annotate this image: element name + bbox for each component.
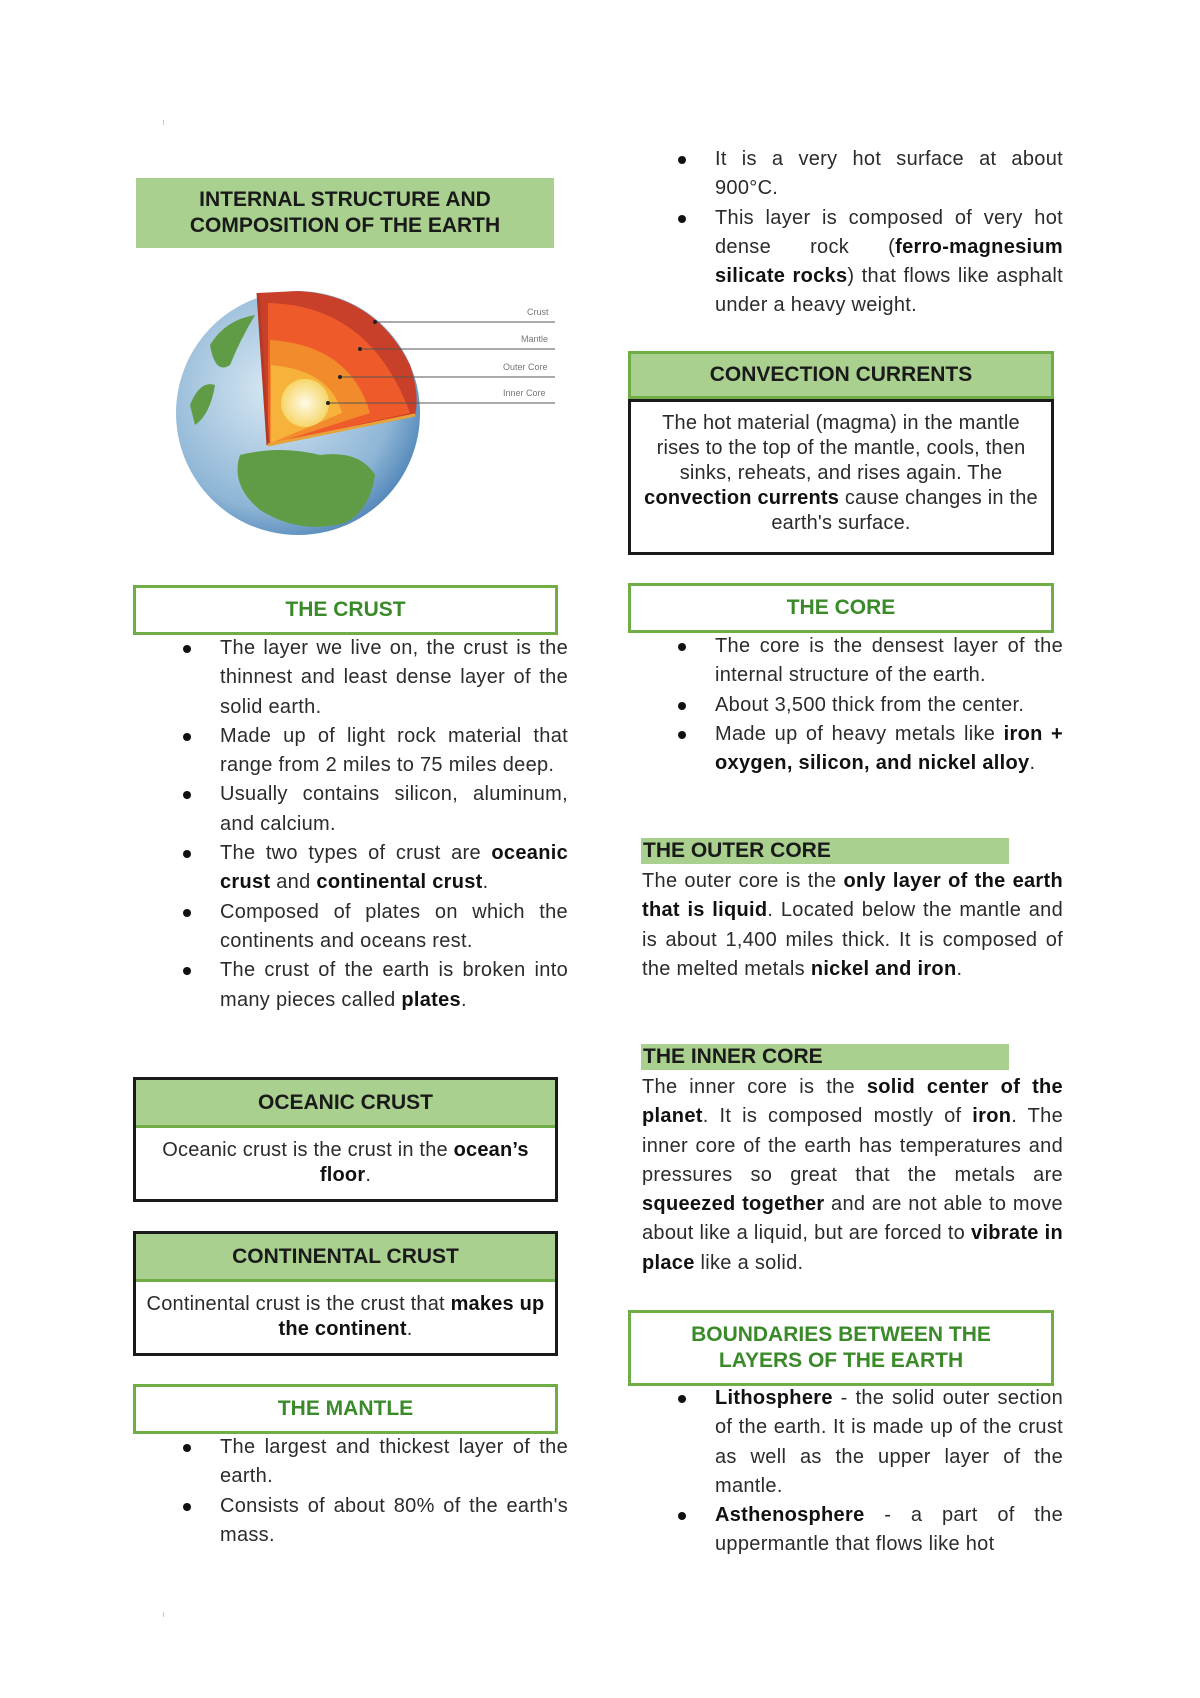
crust-heading: THE CRUST [133,585,558,635]
list-item: This layer is composed of very hot dense rock (ferro-magnesium silicate rocks) that flows like asphalt under a heavy weight. [675,204,1063,321]
boundaries-section [675,1384,1063,1560]
diagram-label-outer-core: Outer Core [503,362,548,372]
core-section [675,632,1063,778]
list-item: The two types of crust are oceanic crust and continental crust. [180,839,568,898]
list-item: The layer we live on, the crust is the thinnest and least dense layer of the solid earth. [180,634,568,722]
diagram-label-crust: Crust [527,307,549,317]
list-item: It is a very hot surface at about 900°C. [675,145,1063,204]
inner-core-text: The inner core is the solid center of the planet. It is composed mostly of iron. The inner core of the earth has temperatures and pressures so great that the metals are squeezed together and are not able to move about like a liquid, but are forced to vibrate in place like a solid. [642,1076,1063,1274]
continental-crust-box [133,1231,558,1356]
diagram-label-mantle: Mantle [521,334,549,344]
mantle-section-left [180,1433,568,1550]
inner-core-heading: THE INNER CORE [641,1044,1009,1070]
oceanic-crust-heading: OCEANIC CRUST [136,1080,555,1128]
core-list [675,632,1063,778]
boundaries-list [675,1384,1063,1560]
page-corner-mark [163,1612,164,1617]
mantle-list-part1 [180,1433,568,1550]
document-title: INTERNAL STRUCTURE AND COMPOSITION OF THE EARTH [136,178,554,248]
continental-crust-heading: CONTINENTAL CRUST [136,1234,555,1282]
boundaries-heading: BOUNDARIES BETWEEN THE LAYERS OF THE EARTH [628,1310,1054,1386]
earth-cross-section-image [170,285,570,545]
list-item: Composed of plates on which the continents and oceans rest. [180,898,568,957]
list-item: The core is the densest layer of the internal structure of the earth. [675,632,1063,691]
list-item: The largest and thickest layer of the earth. [180,1433,568,1492]
list-item: Lithosphere - the solid outer section of the earth. It is made up of the crust as well as the upper layer of the mantle. [675,1384,1063,1501]
mantle-list-part2 [675,145,1063,321]
outer-core-heading: THE OUTER CORE [641,838,1009,864]
convection-currents-text: The hot material (magma) in the mantle rises to the top of the mantle, cools, then sinks, reheats, and rises again. The convection currents cause changes in the earth's surface. [644,412,1038,534]
page-corner-mark [163,120,164,125]
earth-layers-diagram [170,285,570,545]
list-item: About 3,500 thick from the center. [675,691,1063,720]
list-item: Consists of about 80% of the earth's mass. [180,1492,568,1551]
continental-crust-definition: Continental crust is the crust that makes up the continent. [146,1293,545,1340]
diagram-label-inner-core: Inner Core [503,388,546,398]
convection-currents-box [628,351,1054,555]
outer-core-text: The outer core is the only layer of the earth that is liquid. Located below the mantle and is about 1,400 miles thick. It is composed of the melted metals nickel and iron. [642,870,1063,980]
list-item: The crust of the earth is broken into many pieces called plates. [180,956,568,1015]
mantle-section-right [675,145,1063,321]
list-item: Made up of light rock material that range from 2 miles to 75 miles deep. [180,722,568,781]
list-item: Made up of heavy metals like iron + oxygen, silicon, and nickel alloy. [675,720,1063,779]
crust-list [180,634,568,1015]
list-item: Asthenosphere - a part of the uppermantle that flows like hot [675,1501,1063,1560]
convection-currents-body [628,399,1054,555]
mantle-heading: THE MANTLE [133,1384,558,1434]
oceanic-crust-box [133,1077,558,1202]
list-item: Usually contains silicon, aluminum, and calcium. [180,780,568,839]
oceanic-crust-definition: Oceanic crust is the crust in the ocean’s floor. [162,1139,529,1186]
convection-currents-heading: CONVECTION CURRENTS [628,351,1054,399]
crust-section [180,634,568,1015]
core-heading: THE CORE [628,583,1054,633]
